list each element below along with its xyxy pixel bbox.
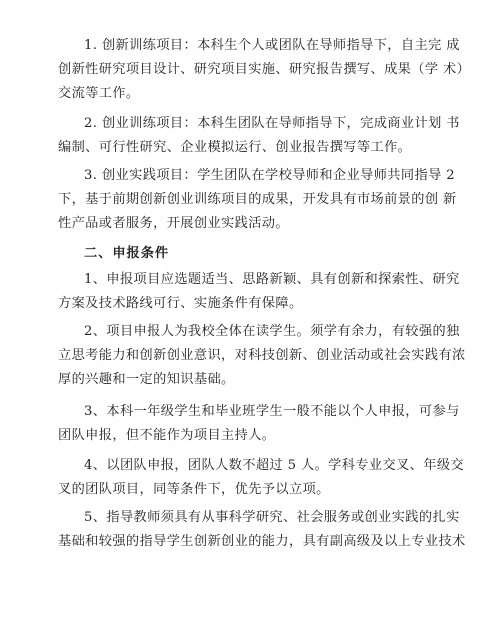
paragraph-innovation-training (58, 34, 471, 106)
text-line: 3. 创业实践项目：学生团队在学校导师和企业导师共同指导 2 (84, 168, 456, 183)
text-line: 方案及技术路线可行、实施条件有保障。 (58, 296, 303, 311)
paragraph-condition-4 (58, 454, 465, 502)
paragraph-condition-5 (58, 506, 466, 554)
text-line: 编制、可行性研究、企业模拟运行、创业报告撰写等工作。 (58, 140, 412, 155)
text-line: 下，基于前期创新创业训练项目的成果，开发具有市场前景的创 新 (58, 192, 457, 207)
paragraph-entrepreneurship-training (58, 112, 460, 160)
section-heading: 二、申报条件 (84, 246, 170, 261)
paragraph-condition-2 (58, 320, 466, 392)
text-line: 2、项目申报人为我校全体在读学生。须学有余力，有较强的独 (84, 324, 460, 339)
text-line: 团队申报，但不能作为项目主持人。 (58, 428, 276, 443)
text-line: 交流等工作。 (58, 86, 140, 101)
section-heading-container (58, 242, 442, 266)
paragraph-entrepreneurship-practice (58, 164, 457, 236)
text-line: 创新性研究项目设计、研究项目实施、研究报告撰写、成果（学 术） (58, 62, 471, 77)
text-line: 性产品或者服务，开展创业实践活动。 (58, 216, 289, 231)
paragraph-condition-3 (58, 400, 460, 448)
text-line: 叉的团队项目，同等条件下，优先予以立项。 (58, 482, 330, 497)
paragraph-condition-1 (58, 268, 460, 316)
text-line: 厚的兴趣和一定的知识基础。 (58, 372, 235, 387)
text-line: 2. 创业训练项目：本科生团队在导师指导下，完成商业计划 书 (84, 116, 460, 131)
text-line: 3、本科一年级学生和毕业班学生一般不能以个人申报，可参与 (84, 404, 460, 419)
text-line: 立思考能力和创新创业意识，对科技创新、创业活动或社会实践有浓 (58, 348, 466, 363)
text-line: 1、申报项目应选题适当、思路新颖、具有创新和探索性、研究 (84, 272, 460, 287)
text-line: 4、以团队申报，团队人数不超过 5 人。学科专业交叉、年级交 (84, 458, 465, 473)
text-line: 5、指导教师须具有从事科学研究、社会服务或创业实践的扎实 (84, 510, 460, 525)
text-line: 1. 创新训练项目：本科生个人或团队在导师指导下，自主完 成 (84, 38, 460, 53)
text-line: 基础和较强的指导学生创新创业的能力，具有副高级及以上专业技术 (58, 534, 466, 549)
